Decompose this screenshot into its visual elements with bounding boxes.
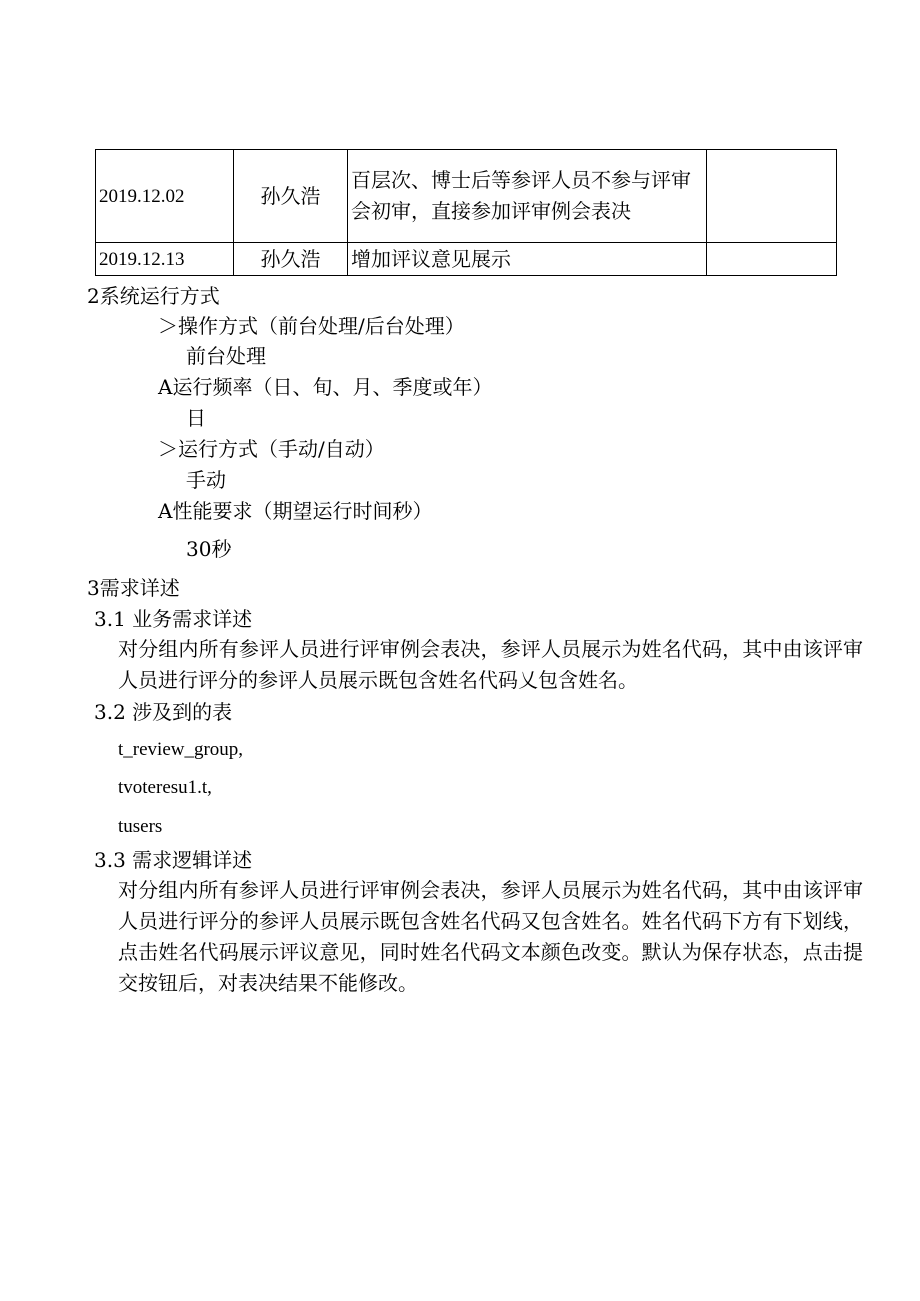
section3-heading: 3需求详述 <box>87 576 180 600</box>
revision-author: 孙久浩 <box>234 150 348 243</box>
section2-heading: 2系统运行方式 <box>87 284 220 308</box>
section3-3-body: 对分组内所有参评人员进行评审例会表决，参评人员展示为姓名代码，其中由该评审人员进行评分的参评人员展示既包含姓名代码又包含姓名。姓名代码下方有下划线，点击姓名代码展示评议意见，同时姓名代码文本颜色改变。默认为保存状态，点击提交按钮后，对表决结果不能修改。 <box>118 878 863 995</box>
run-frequency-value: 日 <box>186 406 206 430</box>
operation-mode-value: 前台处理 <box>186 344 266 368</box>
revision-description: 增加评议意见展示 <box>348 243 707 276</box>
run-mode-value: 手动 <box>186 468 226 492</box>
run-mode-label: ＞运行方式（手动/自动） <box>158 437 385 461</box>
performance-value: 30秒 <box>186 537 232 561</box>
table-name: tvoteresu1.t, <box>118 777 212 798</box>
table-row <box>96 150 837 243</box>
table-name: t_review_group, <box>118 739 244 760</box>
operation-mode-label: ＞操作方式（前台处理/后台处理） <box>158 314 465 338</box>
run-frequency-label: A运行频率（日、旬、月、季度或年） <box>158 375 493 399</box>
table-name: tusers <box>118 816 163 837</box>
section3-1-heading: 3.1 业务需求详述 <box>94 607 253 631</box>
section3-1-body: 对分组内所有参评人员进行评审例会表决，参评人员展示为姓名代码，其中由该评审人员进行评分的参评人员展示既包含姓名代码乂包含姓名。 <box>118 637 863 692</box>
revision-date: 2019.12.13 <box>96 243 234 276</box>
table-row <box>96 243 837 276</box>
revision-table <box>95 149 837 276</box>
revision-note <box>707 243 837 276</box>
revision-date: 2019.12.02 <box>96 150 234 243</box>
revision-description: 百层次、博士后等参评人员不参与评审会初审，直接参加评审例会表决 <box>348 150 707 243</box>
revision-author: 孙久浩 <box>234 243 348 276</box>
section3-3-heading: 3.3 需求逻辑详述 <box>94 848 253 872</box>
performance-label: A性能要求（期望运行时间秒） <box>158 499 433 523</box>
revision-note <box>707 150 837 243</box>
section3-2-heading: 3.2 涉及到的表 <box>94 700 233 724</box>
